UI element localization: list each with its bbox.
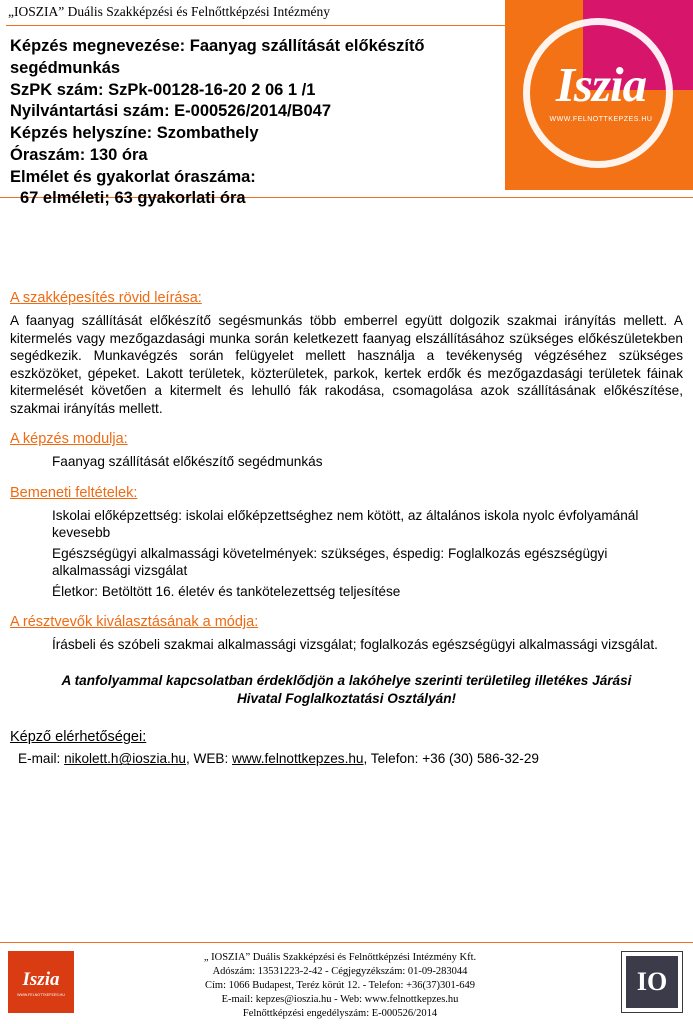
- document-body: [10, 290, 683, 780]
- contact-email-label: E-mail:: [18, 751, 65, 767]
- fact-szpk: SzPK szám: SzPk-00128-16-20 2 06 1 /1: [10, 80, 316, 99]
- footer-logo-lead-letter: I: [22, 969, 30, 990]
- footer-line-address: Cím: 1066 Budapest, Teréz körút 12. - Telefon: +36(37)301-649: [204, 979, 476, 991]
- section-contact: [10, 729, 683, 766]
- fact-hours: Óraszám: 130 óra: [10, 145, 148, 164]
- fact-registration-number: Nyilvántartási szám: E-000526/2014/B047: [10, 102, 332, 121]
- footer-logo-website-text: WWW.FELNOTTKEPZES.HU: [17, 993, 65, 997]
- section-requirements: [10, 485, 683, 601]
- footer-company-details: [90, 951, 590, 1021]
- contact-phone-value: , Telefon: +36 (30) 586-32-29: [363, 751, 539, 767]
- footer-line-contact: E-mail: kepzes@ioszia.hu - Web: www.felnottkepzes.hu: [221, 993, 459, 1005]
- logo-main-text: szia: [573, 57, 647, 112]
- fact-theory-practice-value: 67 elméleti; 63 gyakorlati óra: [20, 189, 246, 208]
- requirement-item-education: Iskolai előképzettség: iskolai előképzettséghez nem kötött, az általános iskola nyolc évfolyamánál kevesebb: [52, 507, 639, 541]
- document-footer: [0, 942, 693, 1024]
- selection-heading: A résztvevők kiválasztásának a módja:: [10, 614, 259, 631]
- module-item: Faanyag szállítását előkészítő segédmunkás: [52, 454, 323, 470]
- fact-location: Képzés helyszíne: Szombathely: [10, 124, 259, 143]
- section-module: [10, 431, 683, 471]
- notice-text: A tanfolyammal kapcsolatban érdeklődjön a lakóhelye szerinti területileg illetékes Járási Hivatal Foglalkoztatási Osztályán!: [61, 672, 632, 706]
- contact-web-value[interactable]: www.felnottkepzes.hu: [232, 751, 364, 767]
- description-text: A faanyag szállítását előkészítő segésmunkás több emberrel együtt dolgozik szakmai irányítás mellett. A kitermelés vagy mezőgazdasági munka során keletkezett faanyag elszállításához szükséges előkészületekben segédkezik. Munkavégzés során felügyelet mellett használja a tevékenység végzéséhez szükséges eszközöket, gépeket. Lakott területek, közterületek, parkok, kertek erdők és mezőgazdasági területek fáinak kitermelését követően a kitermelt és lehulló fák rakodása, csomagolása azok szállításának előkészítése, szakmai irányítás mellett.: [10, 313, 683, 416]
- logo-lead-letter: I: [555, 57, 574, 112]
- requirement-item-health: Egészségügyi alkalmassági követelmények: szükséges, éspedig: Foglalkozás egészségügyi alkalmassági vizsgálat: [52, 545, 608, 579]
- institution-name: „IOSZIA” Duális Szakképzési és Felnőttképzési Intézmény: [8, 4, 331, 19]
- io-mark-logo: [621, 951, 683, 1013]
- document-header: [0, 0, 693, 208]
- header-divider: [6, 25, 511, 26]
- contact-line: [10, 751, 683, 766]
- fact-course-name: Képzés megnevezése: Faanyag szállítását előkészítő segédmunkás: [10, 37, 430, 77]
- course-facts: [10, 36, 500, 210]
- requirement-item-age: Életkor: Betöltött 16. életév és tankötelezettség teljesítése: [52, 583, 401, 599]
- description-heading: A szakképesítés rövid leírása:: [10, 290, 202, 306]
- footer-line-license: Felnőttképzési engedélyszám: E-000526/2014: [242, 1007, 438, 1019]
- logo-wordmark: [521, 56, 681, 113]
- module-heading: A képzés modulja:: [10, 431, 128, 448]
- io-mark-text: IO: [626, 956, 678, 1008]
- contact-email-value[interactable]: nikolett.h@ioszia.hu: [64, 751, 186, 767]
- footer-logo-wordmark: [8, 969, 74, 991]
- contact-web-label: , WEB:: [185, 751, 233, 767]
- footer-logo-main-text: szia: [29, 969, 60, 990]
- footer-ioszia-logo: [8, 951, 74, 1013]
- footer-line-company: „ IOSZIA” Duális Szakképzési és Felnőttképzési Intézmény Kft.: [203, 952, 477, 963]
- section-description: [10, 290, 683, 417]
- ioszia-logo: [505, 0, 693, 190]
- logo-website-text: WWW.FELNOTTKEPZES.HU: [549, 116, 653, 123]
- fact-theory-practice-label: Elmélet és gyakorlat óraszáma:: [10, 167, 256, 186]
- section-selection: [10, 614, 683, 654]
- requirements-heading: Bemeneti feltételek:: [10, 484, 138, 501]
- selection-text: Írásbeli és szóbeli szakmai alkalmassági vizsgálat; foglalkozás egészségügyi alkalmassági vizsgálat.: [52, 637, 658, 653]
- contact-heading: Képző elérhetőségei:: [10, 729, 147, 746]
- footer-line-tax: Adószám: 13531223-2-42 - Cégjegyzékszám: 01-09-283044: [212, 965, 468, 977]
